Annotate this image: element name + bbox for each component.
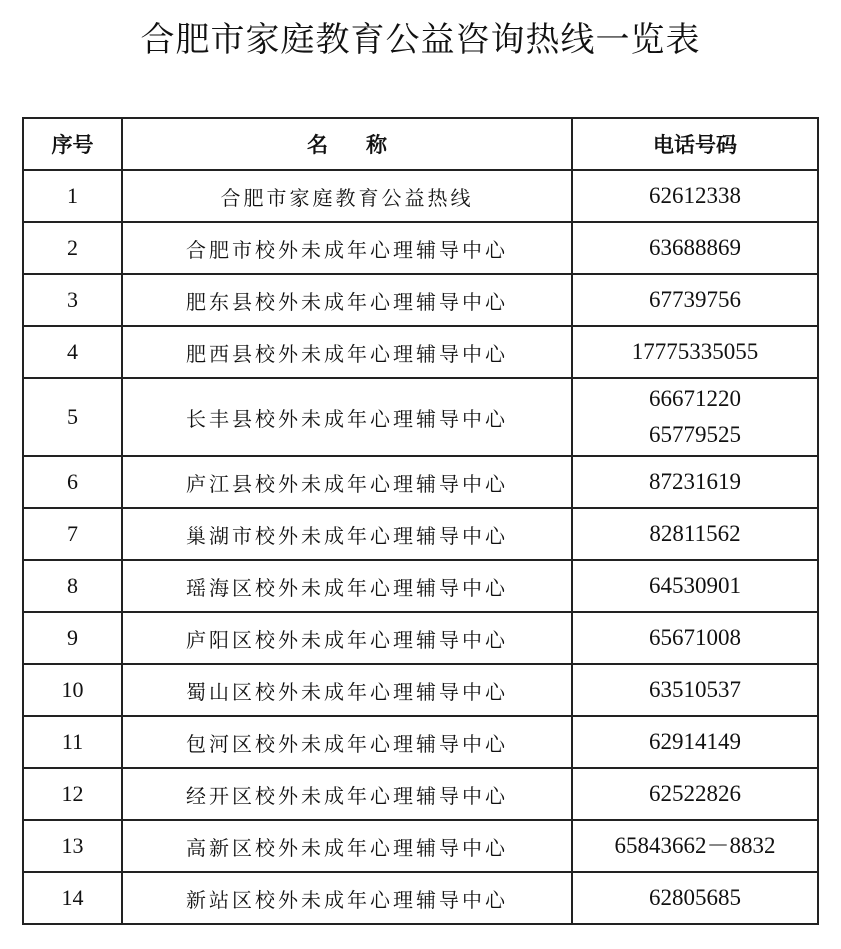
organization-name: 庐阳区校外未成年心理辅导中心 (122, 612, 572, 664)
organization-name: 合肥市家庭教育公益热线 (122, 170, 572, 222)
row-number: 4 (23, 326, 122, 378)
phone-number-cell (572, 872, 818, 924)
organization-name: 合肥市校外未成年心理辅导中心 (122, 222, 572, 274)
organization-name: 新站区校外未成年心理辅导中心 (122, 872, 572, 924)
phone-number: 66671220 (649, 386, 741, 411)
phone-number-cell (572, 768, 818, 820)
organization-name: 高新区校外未成年心理辅导中心 (122, 820, 572, 872)
table-row (23, 872, 818, 924)
table-row (23, 716, 818, 768)
table-row (23, 170, 818, 222)
organization-name: 瑶海区校外未成年心理辅导中心 (122, 560, 572, 612)
phone-number: 65671008 (649, 625, 741, 650)
row-number: 12 (23, 768, 122, 820)
table-row (23, 820, 818, 872)
table-row (23, 768, 818, 820)
organization-name: 长丰县校外未成年心理辅导中心 (122, 378, 572, 456)
column-header-no: 序号 (23, 118, 122, 170)
column-header-name (122, 118, 572, 170)
table-row (23, 326, 818, 378)
row-number: 10 (23, 664, 122, 716)
organization-name: 经开区校外未成年心理辅导中心 (122, 768, 572, 820)
row-number: 6 (23, 456, 122, 508)
phone-number: 87231619 (649, 469, 741, 494)
organization-name: 包河区校外未成年心理辅导中心 (122, 716, 572, 768)
table-row (23, 664, 818, 716)
organization-name: 蜀山区校外未成年心理辅导中心 (122, 664, 572, 716)
column-header-name-part2: 称 (366, 133, 387, 157)
phone-number-cell (572, 274, 818, 326)
row-number: 11 (23, 716, 122, 768)
phone-number: 17775335055 (631, 339, 759, 364)
table-row (23, 560, 818, 612)
row-number: 2 (23, 222, 122, 274)
column-header-name-part1: 名 (307, 133, 328, 157)
row-number: 9 (23, 612, 122, 664)
organization-name: 肥东县校外未成年心理辅导中心 (122, 274, 572, 326)
table-row (23, 378, 818, 456)
phone-number-cell (572, 170, 818, 222)
table-row (23, 456, 818, 508)
phone-number: 67739756 (649, 287, 741, 312)
phone-number: 62612338 (649, 183, 741, 208)
organization-name: 巢湖市校外未成年心理辅导中心 (122, 508, 572, 560)
table-row (23, 274, 818, 326)
phone-number: 65779525 (649, 422, 741, 447)
phone-number-cell (572, 456, 818, 508)
row-number: 14 (23, 872, 122, 924)
phone-number-cell (572, 222, 818, 274)
phone-number: 62805685 (649, 885, 741, 910)
phone-number-cell (572, 326, 818, 378)
table-row (23, 508, 818, 560)
table-row (23, 612, 818, 664)
column-header-phone: 电话号码 (572, 118, 818, 170)
row-number: 13 (23, 820, 122, 872)
hotline-table (22, 117, 819, 925)
row-number: 3 (23, 274, 122, 326)
phone-number: 62914149 (649, 729, 741, 754)
table-row (23, 222, 818, 274)
phone-number-cell (572, 820, 818, 872)
phone-number: 63688869 (649, 235, 741, 260)
row-number: 7 (23, 508, 122, 560)
page-title: 合肥市家庭教育公益咨询热线一览表 (140, 20, 701, 60)
organization-name: 庐江县校外未成年心理辅导中心 (122, 456, 572, 508)
row-number: 8 (23, 560, 122, 612)
phone-number: 64530901 (649, 573, 741, 598)
phone-number: 62522826 (649, 781, 741, 806)
phone-number-cell (572, 508, 818, 560)
phone-number: 63510537 (649, 677, 741, 702)
phone-number-cell (572, 612, 818, 664)
table-header-row (23, 118, 818, 170)
phone-number-cell (572, 716, 818, 768)
row-number: 1 (23, 170, 122, 222)
phone-number-cell (572, 560, 818, 612)
phone-number: 65843662－8832 (614, 833, 776, 858)
phone-number-cell (572, 378, 818, 456)
organization-name: 肥西县校外未成年心理辅导中心 (122, 326, 572, 378)
phone-number: 82811562 (649, 521, 741, 546)
row-number: 5 (23, 378, 122, 456)
phone-number-cell (572, 664, 818, 716)
